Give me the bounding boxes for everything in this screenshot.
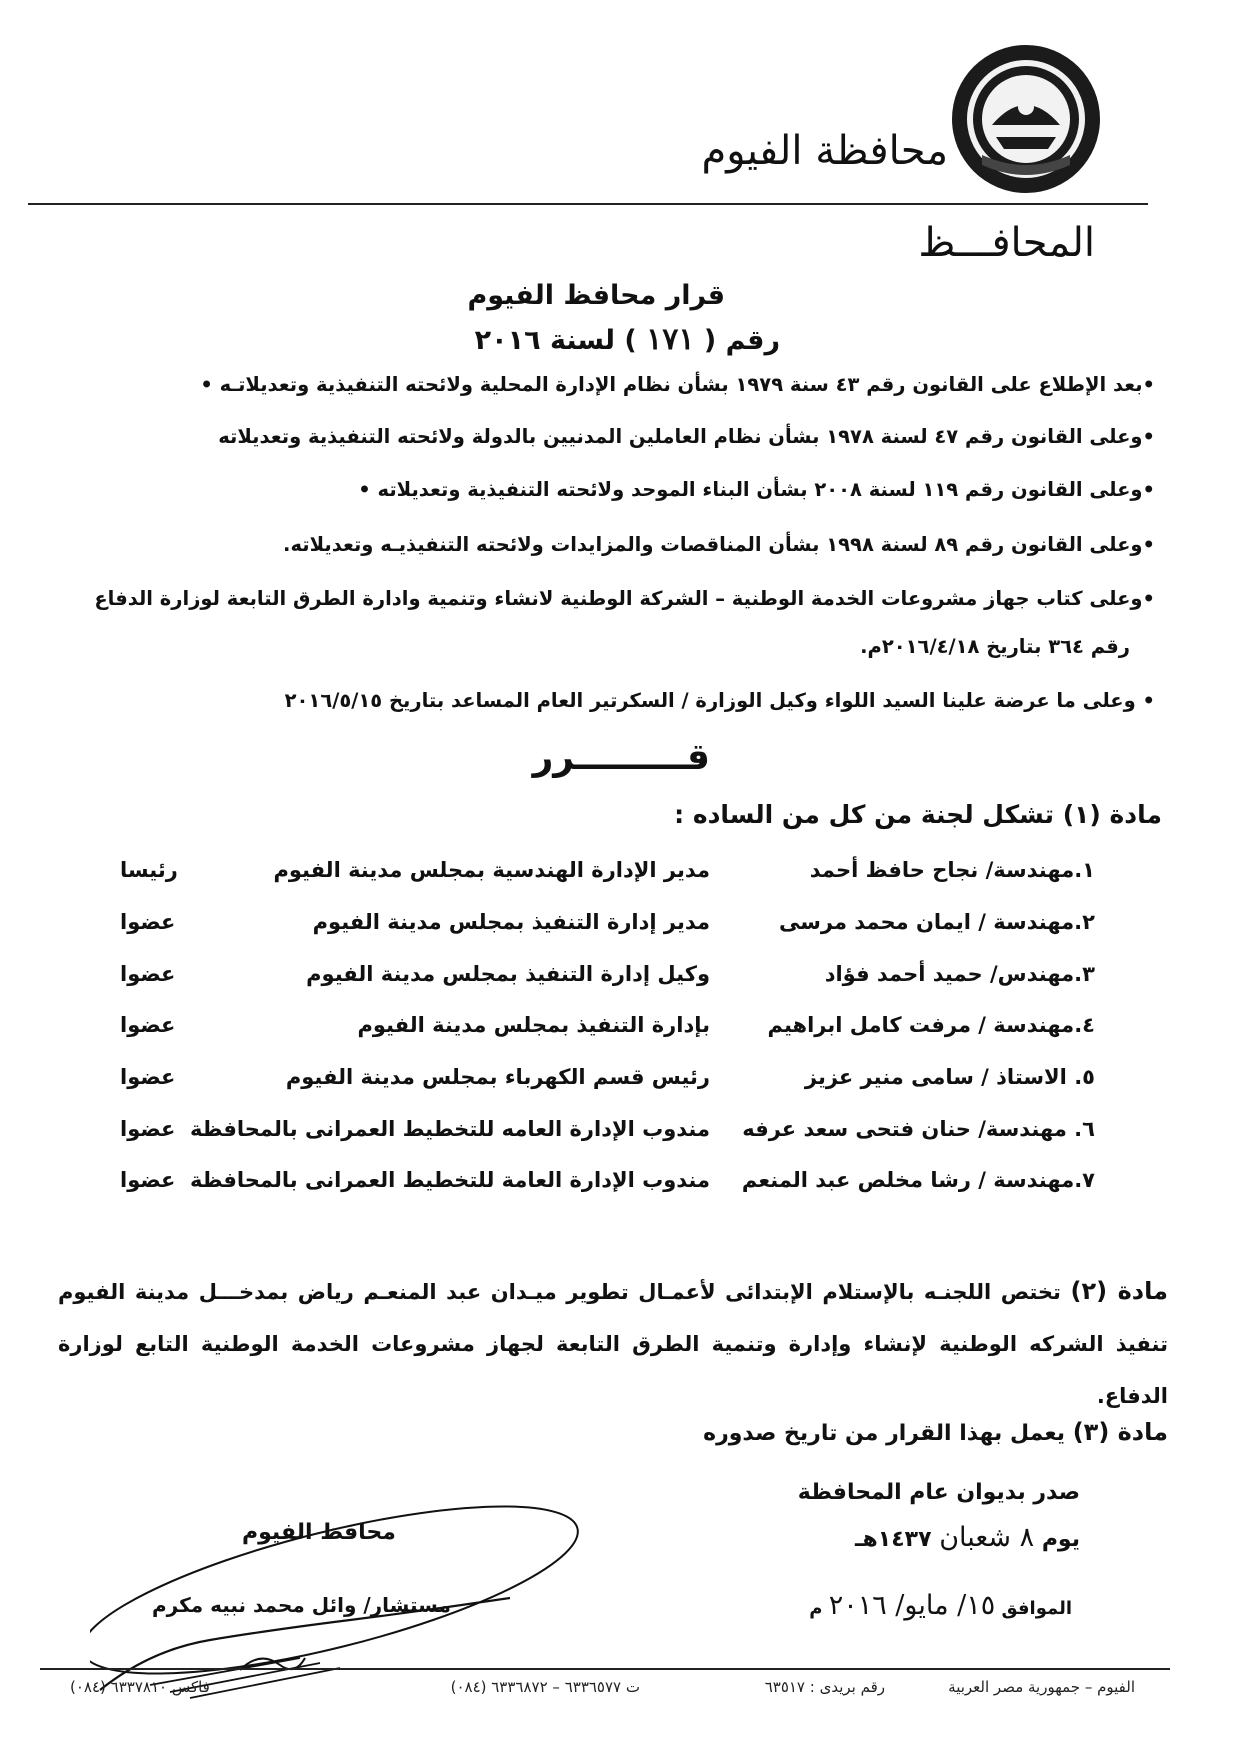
governorate-title: محافظة الفيوم xyxy=(701,128,948,174)
member-role: عضوا xyxy=(120,1065,176,1089)
issuance-hijri-year: ١٤٣٧هـ xyxy=(855,1527,932,1552)
article-1-text: تشكل لجنة من كل من الساده : xyxy=(674,800,1054,829)
footer-phones: ت ٦٣٣٦٥٧٧ – ٦٣٣٦٨٧٢ (٠٨٤) xyxy=(450,1678,640,1696)
signatory-title: محافظ الفيوم xyxy=(242,1520,396,1545)
decree-number-suffix: ) لسنة ٢٠١٦ xyxy=(474,325,637,356)
issuance-corresponding-label: الموافق xyxy=(1001,1598,1072,1619)
member-role: عضوا xyxy=(120,962,176,986)
issuance-place: صدر بديوان عام المحافظة xyxy=(797,1480,1080,1505)
preamble-line: •بعد الإطلاع على القانون رقم ٤٣ سنة ١٩٧٩ بشأن نظام الإدارة المحلية ولائحته التنفيذية وتعديلاتـه • xyxy=(200,373,1155,396)
footer-fax: فاكس ٦٣٣٧٨١٠ (٠٨٤) xyxy=(70,1678,210,1696)
article-2-label: مادة (٢) xyxy=(1070,1277,1168,1305)
article-1 xyxy=(674,800,1162,829)
seal-emblem-icon xyxy=(952,45,1100,193)
issuance-day-prefix: يوم xyxy=(1041,1527,1080,1552)
preamble-line: •وعلى القانون رقم ٨٩ لسنة ١٩٩٨ بشأن المناقصات والمزايدات ولائحته التنفيذيـه وتعديلاته. xyxy=(283,533,1155,556)
decree-number-prefix: رقم ( xyxy=(703,325,780,356)
member-name: ٣.مهندس/ حميد أحمد فؤاد xyxy=(824,962,1095,986)
decree-title: قرار محافظ الفيوم xyxy=(467,280,725,311)
issuance-gregorian-suffix: م xyxy=(809,1598,823,1619)
member-name: ٥. الاستاذ / سامى منير عزيز xyxy=(804,1065,1095,1089)
member-name: ٧.مهندسة / رشا مخلص عبد المنعم xyxy=(741,1168,1095,1192)
footer-divider xyxy=(40,1668,1170,1670)
member-role: رئيسا xyxy=(120,858,178,882)
decree-number-handwritten: ١٧١ xyxy=(646,322,695,357)
signatory-name: مستشار/ وائل محمد نبيه مكرم xyxy=(152,1593,451,1617)
footer-postal-code: رقم بريدى : ٦٣٥١٧ xyxy=(764,1678,885,1696)
issuance-gregorian-handwritten: ١٥/ مايو/ ٢٠١٦ xyxy=(828,1590,996,1621)
header-divider xyxy=(28,203,1148,205)
preamble-line: •وعلى كتاب جهاز مشروعات الخدمة الوطنية – الشركة الوطنية لانشاء وتنمية وادارة الطرق التابعة لوزارة الدفاع xyxy=(94,587,1155,610)
footer-address: الفيوم – جمهورية مصر العربية xyxy=(948,1678,1135,1696)
member-position: بإدارة التنفيذ بمجلس مدينة الفيوم xyxy=(357,1013,710,1037)
office-title: المحافـــظ xyxy=(918,220,1095,266)
decree-number xyxy=(475,322,780,357)
preamble-line: رقم ٣٦٤ بتاريخ ٢٠١٦/٤/١٨م. xyxy=(860,635,1130,658)
article-2-text: تختص اللجنـه بالإستلام الإبتدائى لأعمـال تطوير ميـدان عبد المنعـم رياض بمدخـــل مدينة الفيوم تنفيذ الشركه الوطنية لإنشاء وإدارة وتنمية الطرق التابعة لجهاز مشروعات الخدمة الوطنية التابع لوزارة الدفاع. xyxy=(58,1280,1168,1408)
member-position: رئيس قسم الكهرباء بمجلس مدينة الفيوم xyxy=(285,1065,710,1089)
member-name: ٦. مهندسة/ حنان فتحى سعد عرفه xyxy=(742,1117,1095,1141)
article-2 xyxy=(58,1265,1168,1422)
issuance-gregorian-date xyxy=(809,1590,1072,1621)
article-3 xyxy=(703,1418,1168,1446)
member-role: عضوا xyxy=(120,1168,176,1192)
member-role: عضوا xyxy=(120,1013,176,1037)
member-name: ٢.مهندسة / ايمان محمد مرسى xyxy=(779,910,1095,934)
issuance-hijri-date xyxy=(855,1522,1080,1553)
article-3-label: مادة (٣) xyxy=(1072,1418,1168,1446)
decide-heading: قـــــــــرر xyxy=(532,737,710,778)
issuance-day-handwritten: ٨ شعبان xyxy=(939,1522,1035,1553)
member-role: عضوا xyxy=(120,910,176,934)
member-position: مدير الإدارة الهندسية بمجلس مدينة الفيوم xyxy=(273,858,710,882)
member-position: وكيل إدارة التنفيذ بمجلس مدينة الفيوم xyxy=(306,962,710,986)
member-position: مندوب الإدارة العامة للتخطيط العمرانى بالمحافظة xyxy=(189,1168,710,1192)
preamble-line: • وعلى ما عرضة علينا السيد اللواء وكيل الوزارة / السكرتير العام المساعد بتاريخ ٢٠١٦/٥/١٥ xyxy=(284,689,1155,712)
member-role: عضوا xyxy=(120,1117,176,1141)
preamble-line: •وعلى القانون رقم ١١٩ لسنة ٢٠٠٨ بشأن البناء الموحد ولائحته التنفيذية وتعديلاته • xyxy=(358,478,1155,501)
member-name: ٤.مهندسة / مرفت كامل ابراهيم xyxy=(767,1013,1095,1037)
article-3-text: يعمل بهذا القرار من تاريخ صدوره xyxy=(703,1421,1066,1446)
fayoum-governorate-seal xyxy=(952,45,1100,193)
member-position: مدير إدارة التنفيذ بمجلس مدينة الفيوم xyxy=(312,910,710,934)
preamble-line: •وعلى القانون رقم ٤٧ لسنة ١٩٧٨ بشأن نظام العاملين المدنيين بالدولة ولائحته التنفيذية وتعديلاته xyxy=(218,425,1155,448)
member-name: ١.مهندسة/ نجاح حافظ أحمد xyxy=(809,858,1095,882)
member-position: مندوب الإدارة العامه للتخطيط العمرانى بالمحافظة xyxy=(189,1117,710,1141)
article-1-label: مادة (١) xyxy=(1062,800,1162,829)
